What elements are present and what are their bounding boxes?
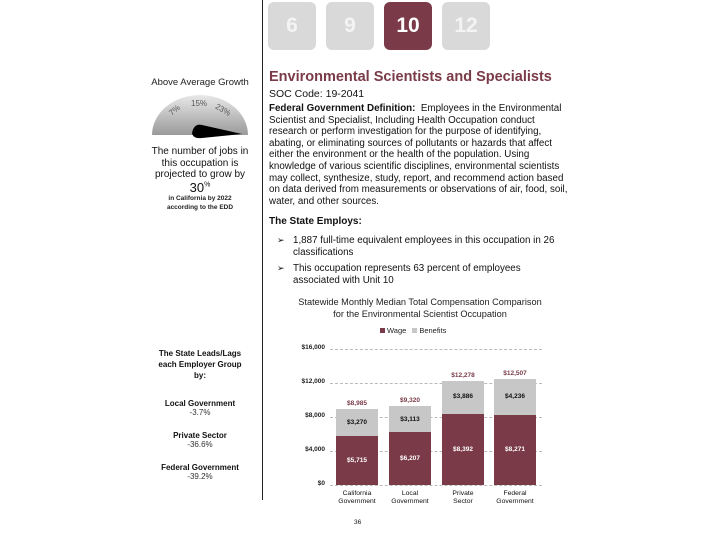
legend-benefits: Benefits [412,326,446,335]
occupation-title: Environmental Scientists and Specialists [269,69,552,85]
leads-title: The State Leads/Lags each Employer Group by: [158,349,242,380]
bar-label: $8,271 [505,446,525,453]
y-tick: $4,000 [305,446,325,453]
x-label-local: Local Government [391,490,429,505]
soc-code: SOC Code: 19-2041 [269,88,365,100]
legend-wage: Wage [380,326,406,335]
bar-label: $4,236 [505,393,525,400]
page-tab-10[interactable]: 10 [384,2,432,50]
growth-note: in California by 2022 according to the EDD [166,195,234,211]
growth-percent: 30% [189,180,211,195]
x-label-private: Private Sector [452,490,474,505]
bar-label: $5,715 [347,457,367,464]
bullet-item: ➢ 1,887 full-time equivalent employees in this occupation in 26 classifications [277,235,555,258]
column-divider [262,0,263,500]
bullet-item: ➢ This occupation represents 63 percent of employees associated with Unit 10 [277,263,521,286]
arrow-bullet-icon: ➢ [277,235,285,245]
x-label-california: California Government [338,490,376,505]
page-tabs [268,2,490,50]
y-tick: $16,000 [301,344,325,351]
lead-private: Private Sector -36.6% [173,431,227,449]
lead-federal: Federal Government -39.2% [161,463,239,481]
y-tick: $0 [317,480,325,487]
page-tab-9[interactable]: 9 [326,2,374,50]
y-tick: $8,000 [305,412,325,419]
bar-label: $3,270 [347,419,367,426]
bar-label: $3,886 [453,393,473,400]
state-employs-title: The State Employs: [269,216,362,227]
page-tab-12[interactable]: 12 [442,2,490,50]
total-label: $12,507 [503,370,527,377]
growth-title: Above Average Growth [151,77,249,88]
total-label: $9,320 [400,397,420,404]
gauge-label-23: 23% [213,101,233,118]
gauge-label-7: 7% [167,103,182,118]
y-tick: $12,000 [301,378,325,385]
lead-local: Local Government -3.7% [164,399,236,417]
total-label: $12,278 [451,372,475,379]
chart-title: Statewide Monthly Median Total Compensation Comparison for the Environmental Scientist Occupation [298,297,542,319]
chart-legend [380,326,446,335]
gauge-label-15: 15% [191,99,208,108]
gridline [330,349,542,350]
growth-text: The number of jobs in this occupation is projected to grow by [151,146,249,180]
definition: Federal Government Definition: Employees in the Environmental Scientist and Specialist, Including Health Occupation conduct research or perform investigation for the purpose of identifying, abating, or eliminating sources of pollutants or hazards that affect either the environment or the health of the population. Using knowledge of various scientific disciplines, environmental scientists may collect, synthesize, study, report, and recommend action based on data derived from measurements or observations of air, food, soil, water, and other sources. [269,103,568,207]
bar-label: $6,207 [400,455,420,462]
bar-label: $3,113 [400,416,420,423]
arrow-bullet-icon: ➢ [277,263,285,273]
page-number: 36 [354,519,362,526]
total-label: $8,985 [347,400,367,407]
growth-gauge-icon [150,93,250,141]
page-tab-6[interactable]: 6 [268,2,316,50]
bar-label: $8,392 [453,446,473,453]
gridline [330,485,542,486]
x-label-federal: Federal Government [496,490,534,505]
